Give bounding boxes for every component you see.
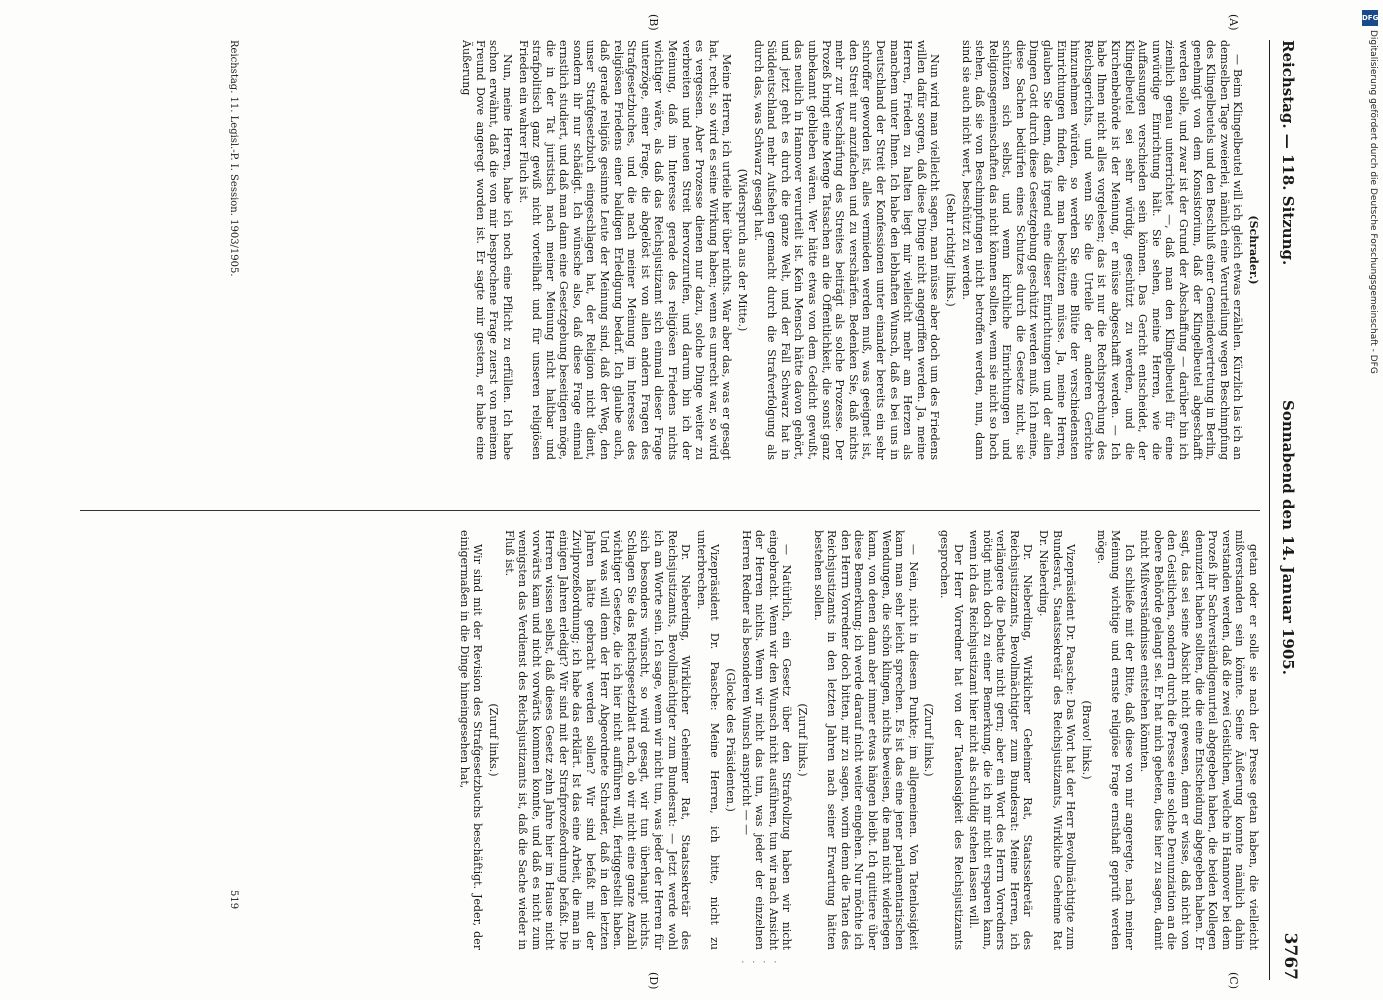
paragraph: Dr. Nieberding, Wirklicher Geheimer Rat, Staatssekretär des Reichsjustizamts, Bevollmächtigter zum Bundesrat: — Jetzt werde wohl ich am Worte sein. Ich sage, wenn wir nicht tun, was jeder der Herren für sich besonders wünscht, so wird gesagt, wir tun überhaupt nichts. Schlagen Sie das Reichsgesetzblatt nach, ob wir nicht eine ganze Anzahl wichtiger Gesetze, die ich hier nicht aufführen will, fertiggestellt haben. Und was will denn der Herr Abgeordnete Schrader, daß in den letzten Jahren hätte gebracht werden sollen? Wir sind befaßt mit der Zivilprozeßordnung; ich habe das erklärt. Ist das eine Arbeit, die man in einigen Jahren erledigt? Wir sind mit der Strafprozeßordnung befaßt. Die Herren wissen selbst, daß dieses Gesetz zehn Jahre hier im Hause nicht vorwärts kam und nicht vorwärts kommen konnte, und daß es nicht zum wenigsten das Verdienst des Reichsjustizamts ist, daß die Sache wieder in Fluß ist. <box>502 530 693 950</box>
scan-mark: · · · · <box>740 958 778 968</box>
speaker-tag: (Schrader.) <box>1247 215 1260 285</box>
margin-letter-c: (C) <box>1227 972 1240 989</box>
column-right <box>80 530 1260 950</box>
paragraph: Nun wird man vielleicht sagen, man müsse aber doch um des Friedens willen dafür sorgen, daß diese Dinge nicht angegriffen werden. Ja, meine Herren, Frieden zu halten liegt mir vielleicht mehr am Herzen als manchem unter Ihnen. Ich habe den lebhaften Wunsch, daß es bei uns in Deutschland der Streit der Konfessionen unter einander bereits ein sehr schroffer geworden ist, alles vermieden werden muß, was geeignet ist, den Streit nur anzufachen und zu verschärfen. Bedenken Sie, daß nichts mehr zur Verschärfung des Streites beiträgt als solche Prozesse. Der Prozeß bringt eine Menge Tatsachen an die Öffentlichkeit, die sonst ganz unbekannt geblieben wären. Wer hätte etwas von dem Gedicht gewußt, das neulich in Hannover verurteilt ist. Kein Mensch hätte davon gehört, und jetzt geht es durch die ganze Welt, und der Fall Schwarz hat in Süddeutschland mehr Aufsehen gemacht durch die Strafverfolgung als durch das, was Schwarz gesagt hat. <box>751 40 942 460</box>
page-number: 3767 <box>1280 932 1300 980</box>
margin-letter-b: (B) <box>647 14 660 31</box>
margin-letter-a: (A) <box>1227 14 1240 31</box>
paragraph: — Beim Klingelbeutel will ich gleich etwas erzählen. Kürzlich las ich an demselben Tage zweierlei, nämlich eine Verurteilung wegen Beschimpfung des Klingelbeutels und den Beschluß einer Gemeindevertretung in Berlin, genehmigt von dem Konsistorium, daß der Klingelbeutel abgeschafft werden solle, und zwar ist der Grund der Abschaffung — darüber bin ich ziemlich genau unterrichtet —, daß man den Klingelbeutel für eine unwürdige Einrichtung hält. Sie sehen, meine Herren, wie die Auffassungen verschieden sein können. Das Gericht entscheidet, der Klingelbeutel sei sehr würdig, geschützt zu werden, und die Kirchenbehörde ist der Meinung, er müsse abgeschafft werden. — Ich habe Ihnen nicht alles vorgelesen; das ist nur die Rechtsprechung des Reichsgerichts, und wenn Sie die Urteile der anderen Gerichte hinzunehmen würden, so werden Sie eine Blüte der verschiedensten Einrichtungen finden, die man beschützen müsse. Ja, meine Herren, glauben Sie denn, daß irgend eine dieser Einrichtungen und der allen Dingen Gott durch diese Gesetzgebung geschützt werden muß. Ich meine, diese Sachen bedürfen eines Schutzes durch die Gesetze nicht, sie schützen sich selbst, und wenn kirchliche Einrichtungen und Religionsgemeinschaften das nicht können sollten, wenn sie nicht so hoch stehen, daß sie von Beschimpfungen nicht betroffen werden, nun, dann sind sie auch nicht wert, beschützt zu werden. <box>959 40 1245 460</box>
interjection: (Bravo! links.) <box>1079 700 1093 780</box>
footer-session: Reichstag. 11. Legisl.-P. I. Session. 1903/1905. <box>228 40 239 277</box>
interjection: (Zuruf links.) <box>922 703 936 777</box>
interjection: (Zuruf links.) <box>486 703 500 777</box>
rotated-page <box>60 10 1300 990</box>
interjection: (Glocke des Präsidenten.) <box>724 668 738 812</box>
column-left <box>80 40 1260 460</box>
digitization-note: Digitalisierung gefördert durch die Deutsche Forschungsgemeinschaft - DFG <box>1368 30 1378 374</box>
margin-letter-d: (D) <box>647 972 660 990</box>
paragraph: — Natürlich, ein Gesetz über den Strafvollzug haben wir nicht eingebracht. Wenn wir den Wunsch nicht ausführen, tun wir nach Ansicht der Herren nichts. Wenn wir nicht das tun, was jeder der einzelnen Herren Redner als besonderen Wunsch anspricht — — <box>739 530 794 950</box>
paragraph: Ich schließe mit der Bitte, daß diese von mir angeregte, nach meiner Meinung wichtige und ernste religiöse Frage ernsthaft geprüft werden möge. <box>1095 530 1136 950</box>
interjection: (Sehr richtig! links.) <box>943 193 957 307</box>
header-left: Reichstag. — 118. Sitzung. <box>1279 40 1297 266</box>
paragraph: Vizepräsident Dr. Paasche: Meine Herren, ich bitte, nicht zu unterbrechen. <box>694 530 722 950</box>
column-divider <box>80 510 1260 511</box>
paragraph: Dr. Nieberding, Wirklicher Geheimer Rat, Staatssekretär des Reichsjustizamts, Bevollmächtigter zum Bundesrat: Meine Herren, ich verlängere die Debatte nicht gern; aber ein Wort des Herrn Vorredners nötigt mich doch zu einer Bemerkung, die ich mir nicht ersparen kann, wenn ich das Reichsjustizamt hier nicht als schuldig stehen lassen will. <box>967 530 1035 950</box>
paragraph: getan oder er solle sie nach der Presse getan haben, die vielleicht mißverstanden sein könnte. Seine Äußerung konnte nämlich dahin verstanden werden, daß die zwei Geistlichen, welche in Hannover bei dem Prozeß ihr Sachverständigenurteil abgegeben haben, die beiden Kollegen denunziert haben sollten, die die eine Entscheidung abgegeben haben. Er sagt, das sei seine Absicht nicht gewesen, denn er wisse, daß nicht von den Geistlichen, sondern durch die Presse eine solche Denunziation an die obere Behörde gelangt sei. Er hat mich gebeten, dies hier zu sagen, damit nicht Mißverständnisse entstehen könnten. <box>1138 530 1260 950</box>
paragraph: Vizepräsident Dr. Paasche: Das Wort hat der Herr Bevollmächtigte zum Bundesrat, Staatssekretär des Reichsjustizamts, Wirkliche Geheime Rat Dr. Nieberding. <box>1037 530 1078 950</box>
sheet-number: 519 <box>228 890 239 910</box>
paragraph: Wir sind mit der Revision des Strafgesetzbuchs beschäftigt. Jeder, der einigermaßen in die Dinge hineingesehen hat, <box>457 530 485 950</box>
interjection: (Zuruf links.) <box>796 703 809 777</box>
paragraph: Nun, meine Herren, habe ich noch eine Pflicht zu erfüllen. Ich habe schon erwähnt, daß die von mir besprochene Frage zuerst von meinem Freund Dove angeregt worden ist. Er sagte mir gestern, er habe eine Äußerung <box>460 40 514 460</box>
interjection: (Widerspruch aus der Mitte.) <box>736 168 750 332</box>
paragraph: Der Herr Vorredner hat von der Tatenlosigkeit des Reichsjustizamts gesprochen. <box>937 530 965 950</box>
dfg-logo: DFG <box>1362 10 1378 26</box>
paragraph: — Nein, nicht in diesem Punkte; im allgemeinen. Von Tatenlosigkeit kann man sehr leicht sprechen. Es ist das eine jener parlamentarischen Wendungen, die schön klingen, nichts beweisen, die man nicht widerlegen kann, von denen dann aber immer etwas hängen bleibt. Ich quittiere über diese Bemerkung; ich werde darauf nicht weiter eingehen. Nur möchte ich den Herrn Vorredner doch bitten, mir zu sagen, worin denn die Taten des Reichsjustizamts in den letzten Jahren nach seiner Erwartung hätten bestehen sollen. <box>811 530 920 950</box>
header-date: Sonnabend den 14. Januar 1905. <box>1279 400 1297 675</box>
page-header <box>1269 40 1300 980</box>
paragraph: Meine Herren, ich urteile hier über nichts. War aber das, was er gesagt hat, recht, so wird es seine Wirkung haben; wenn es unrecht war, so wird es vergessen. Aber Prozesse dienen nur dazu, solche Dinge weiter zu verbreiten und neuen Streit hervorzurufen, und darum bin ich der Meinung, daß im Interesse gerade des religiösen Friedens nichts wichtiger wäre, als daß das Reichsjustizamt sich einmal dieser Frage unterzöge, einer Frage, die abgelöst ist von allen andern Fragen des Strafgesetzbuches, und die nach meiner Meinung im Interesse des religiösen Friedens einer baldigen Erledigung bedarf. Ich glaube auch, daß gerade religiös gesinnte Leute der Meinung sind, daß der Weg, den unser Strafgesetzbuch eingeschlagen hat, der Religion nicht dient, sondern ihr nur schädigt. Ich wünsche also, daß diese Frage einmal ernstlich studiert, und daß man dann eine Gesetzgebung beseitigen möge, die in der Tat juristisch nach meiner Meinung nicht haltbar und strafpolitisch ganz gewiß nicht vorteilhaft und für unseren religiösen Frieden ein wahrer Fluch ist. <box>516 40 734 460</box>
